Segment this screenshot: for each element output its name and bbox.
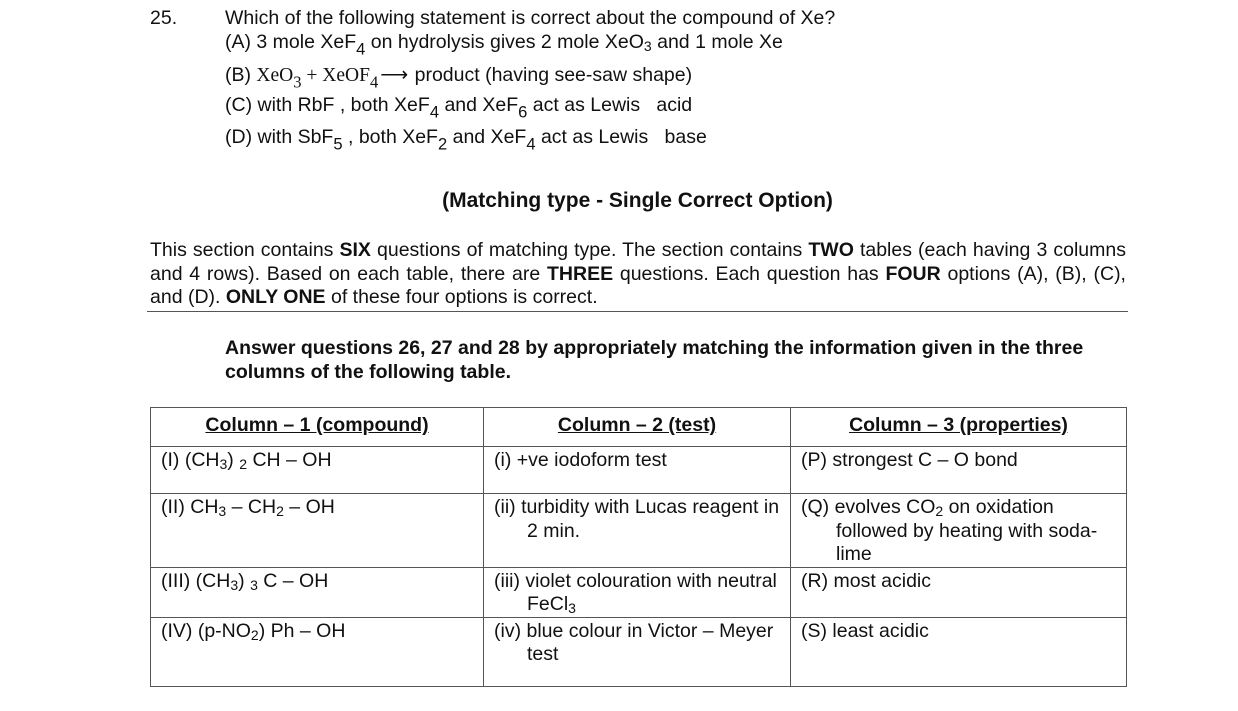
option-d-text: and XeF bbox=[447, 126, 527, 148]
cell-text: (I) (CH bbox=[161, 449, 220, 471]
cell-text: (iii) violet colouration with neutral FeCl bbox=[494, 569, 777, 615]
cell-sub: 2 bbox=[276, 502, 284, 519]
option-c-text: and XeF bbox=[439, 94, 519, 116]
option-c bbox=[225, 94, 693, 122]
cell-sub: 3 bbox=[218, 502, 227, 519]
table-cell bbox=[151, 617, 484, 686]
cell-sub: 2 bbox=[239, 455, 248, 472]
instructions-text: options (A), (B), (C), and (D). bbox=[150, 262, 1126, 308]
option-a-sub: 4 bbox=[356, 39, 366, 59]
cell-text: (ii) turbidity with Lucas reagent in 2 min. bbox=[494, 496, 780, 542]
table-cell bbox=[151, 494, 484, 568]
instructions-emphasis: ONLY ONE bbox=[225, 286, 326, 308]
option-a-text: (A) 3 mole XeF bbox=[225, 31, 357, 53]
table-cell bbox=[791, 494, 1127, 568]
section-divider bbox=[147, 311, 1128, 312]
reaction-arrow-icon: ⟶ bbox=[380, 64, 406, 86]
table-cell bbox=[484, 617, 791, 686]
cell-text: ) Ph – OH bbox=[258, 619, 346, 642]
option-a bbox=[225, 31, 783, 59]
option-b-formula: XeO bbox=[256, 65, 294, 86]
option-b-formula: + XeOF bbox=[301, 65, 370, 86]
table-cell bbox=[791, 447, 1127, 494]
instructions-text: questions of matching type. The section contains bbox=[370, 239, 809, 261]
option-d-text: (D) with SbF bbox=[225, 126, 334, 148]
option-d-text: act as Lewis base bbox=[535, 126, 707, 148]
option-b-sub: 3 bbox=[293, 72, 302, 92]
option-d-sub: 2 bbox=[437, 134, 448, 154]
table-cell bbox=[791, 567, 1127, 617]
section-instructions bbox=[150, 239, 1126, 310]
option-b-text: product (having see-saw shape) bbox=[409, 64, 693, 86]
option-c-sub: 6 bbox=[518, 102, 528, 122]
cell-text: (P) strongest C – O bond bbox=[801, 449, 1018, 471]
option-d-sub: 5 bbox=[333, 134, 343, 154]
column-header: Column – 3 (properties) bbox=[791, 408, 1127, 447]
cell-text: (Q) evolves CO bbox=[801, 496, 936, 518]
option-b-sub: 4 bbox=[369, 72, 379, 92]
table-cell bbox=[791, 617, 1127, 686]
cell-text: (i) +ve iodoform test bbox=[494, 449, 667, 471]
option-d-text: , both XeF bbox=[342, 126, 438, 148]
cell-text: C – OH bbox=[257, 569, 329, 592]
option-c-text: (C) with RbF , both XeF bbox=[225, 94, 430, 116]
question-number: 25. bbox=[150, 7, 178, 29]
cell-sub: 3 bbox=[230, 576, 239, 593]
table-cell bbox=[484, 494, 791, 568]
instructions-emphasis: THREE bbox=[547, 262, 614, 285]
cell-sub: 2 bbox=[250, 626, 259, 643]
option-c-sub: 4 bbox=[429, 102, 440, 122]
cell-sub: 3 bbox=[250, 576, 258, 593]
option-d bbox=[225, 126, 707, 154]
table-cell bbox=[484, 567, 791, 617]
option-b-text: (B) bbox=[225, 64, 257, 86]
option-a-sub: 3 bbox=[643, 37, 652, 54]
cell-text: – CH bbox=[226, 496, 277, 518]
column-header: Column – 1 (compound) bbox=[151, 408, 484, 447]
cell-sub: 3 bbox=[568, 599, 576, 616]
option-c-text: act as Lewis acid bbox=[527, 94, 693, 116]
instructions-emphasis: FOUR bbox=[885, 262, 941, 285]
cell-sub: 2 bbox=[935, 502, 944, 519]
section-title: (Matching type - Single Correct Option) bbox=[442, 189, 833, 212]
table-header-row bbox=[151, 408, 1127, 447]
column-header: Column – 2 (test) bbox=[484, 408, 791, 447]
instructions-text: questions. Each question has bbox=[613, 262, 886, 285]
cell-text: CH – OH bbox=[247, 449, 332, 471]
cell-text bbox=[801, 496, 1116, 567]
table-cell bbox=[151, 567, 484, 617]
cell-text: ) bbox=[227, 449, 240, 471]
answer-intro: Answer questions 26, 27 and 28 by appropriately matching the information given in the three columns of the following table. bbox=[225, 337, 1084, 383]
table-row bbox=[151, 567, 1127, 617]
cell-text: (S) least acidic bbox=[801, 619, 929, 642]
instructions-text: tables (each having 3 columns and 4 rows). Based on each table, there are bbox=[150, 239, 1126, 285]
instructions-emphasis: SIX bbox=[339, 239, 371, 261]
cell-text: – OH bbox=[283, 496, 335, 518]
cell-text bbox=[494, 570, 780, 617]
table-row bbox=[151, 617, 1127, 686]
question-stem: Which of the following statement is correct about the compound of Xe? bbox=[225, 7, 836, 29]
cell-text: (III) (CH bbox=[161, 569, 231, 592]
option-d-sub: 4 bbox=[526, 134, 536, 154]
instructions-emphasis: TWO bbox=[808, 239, 854, 261]
cell-sub: 3 bbox=[219, 455, 228, 472]
cell-text: (II) CH bbox=[161, 496, 219, 518]
matching-table bbox=[150, 407, 1127, 687]
cell-text: (IV) (p-NO bbox=[161, 619, 251, 642]
option-b bbox=[225, 63, 693, 92]
cell-text: (R) most acidic bbox=[801, 569, 932, 592]
cell-text: (iv) blue colour in Victor – Meyer test bbox=[494, 619, 774, 665]
cell-text: ) bbox=[238, 569, 251, 592]
table-cell bbox=[484, 447, 791, 494]
table-row bbox=[151, 447, 1127, 494]
instructions-text: This section contains bbox=[150, 239, 340, 261]
cell-text: on oxidation followed by heating with soda-lime bbox=[836, 496, 1098, 565]
option-a-text: on hydrolysis gives 2 mole XeO bbox=[365, 31, 644, 53]
instructions-text: of these four options is correct. bbox=[325, 286, 598, 308]
table-row bbox=[151, 494, 1127, 568]
table-cell bbox=[151, 447, 484, 494]
option-a-text: and 1 mole Xe bbox=[651, 31, 783, 53]
